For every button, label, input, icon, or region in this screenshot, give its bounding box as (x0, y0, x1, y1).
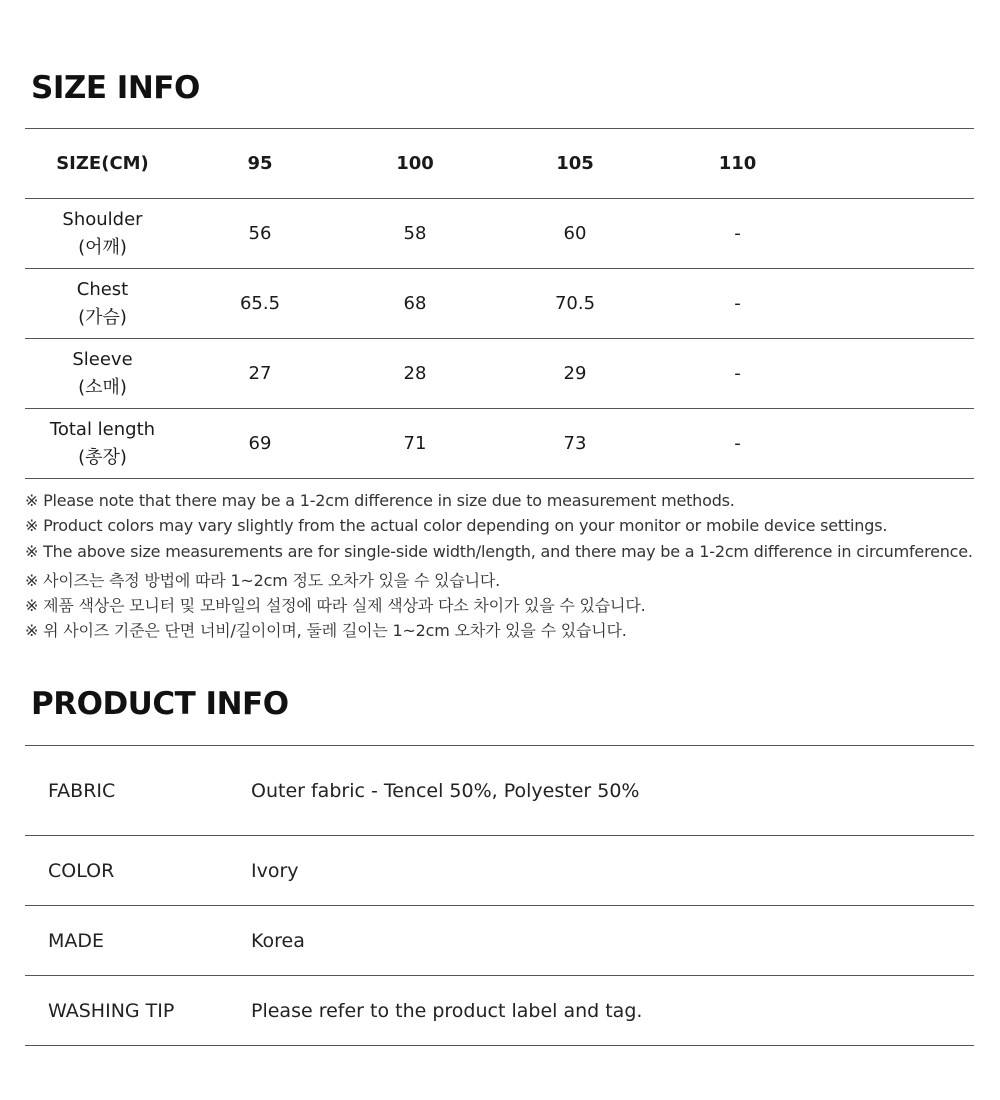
row-label: Total length (49, 418, 156, 440)
row-label-cell (25, 409, 180, 479)
row-label: Chest (76, 278, 129, 300)
info-key: FABRIC (25, 746, 250, 836)
table-cell-empty (815, 269, 974, 339)
row-label-korean: (소매) (78, 376, 127, 398)
size-notes-korean (25, 568, 985, 644)
info-value: Ivory (250, 836, 974, 906)
row-label-cell (25, 269, 180, 339)
note-line: ※ 위 사이즈 기준은 단면 너비/길이이며, 둘레 길이는 1~2cm 오차가 있을 수 있습니다. (25, 621, 627, 641)
table-row (25, 409, 974, 479)
product-info-table (25, 745, 974, 1046)
table-row (25, 976, 974, 1046)
note-line: ※ 제품 색상은 모니터 및 모바일의 설정에 따라 실제 색상과 다소 차이가 있을 수 있습니다. (25, 596, 646, 616)
table-cell: 29 (490, 339, 660, 409)
size-notes-english (25, 488, 985, 564)
info-key: COLOR (25, 836, 250, 906)
table-row (25, 199, 974, 269)
table-cell: 71 (340, 409, 490, 479)
table-cell: 70.5 (490, 269, 660, 339)
size-header-empty (815, 129, 974, 199)
table-cell-empty (815, 199, 974, 269)
table-cell: - (660, 339, 815, 409)
size-header-cell: 100 (340, 129, 490, 199)
row-label-korean: (어깨) (78, 236, 127, 258)
note-line: ※ The above size measurements are for single-side width/length, and there may be a 1-2cm difference in circumference. (25, 541, 973, 561)
table-row (25, 269, 974, 339)
table-cell: 68 (340, 269, 490, 339)
size-header-cell: 110 (660, 129, 815, 199)
info-value: Please refer to the product label and tag. (250, 976, 974, 1046)
row-label-korean: (가슴) (78, 306, 127, 328)
size-header-cell: 105 (490, 129, 660, 199)
table-cell: 73 (490, 409, 660, 479)
table-row (25, 339, 974, 409)
row-label-korean: (총장) (78, 446, 127, 468)
table-cell: - (660, 409, 815, 479)
table-cell: - (660, 269, 815, 339)
info-value: Korea (250, 906, 974, 976)
size-notes (25, 488, 985, 644)
size-table (25, 128, 974, 479)
note-line: ※ 사이즈는 측정 방법에 따라 1~2cm 정도 오차가 있을 수 있습니다. (25, 570, 500, 590)
table-cell: 27 (180, 339, 340, 409)
row-label-cell (25, 199, 180, 269)
table-cell: 56 (180, 199, 340, 269)
table-row (25, 906, 974, 976)
size-info-title: SIZE INFO (31, 70, 200, 106)
table-cell: - (660, 199, 815, 269)
row-label-cell (25, 339, 180, 409)
table-cell: 58 (340, 199, 490, 269)
row-label: Sleeve (72, 348, 133, 370)
table-cell: 69 (180, 409, 340, 479)
info-key: MADE (25, 906, 250, 976)
table-cell: 60 (490, 199, 660, 269)
size-header-cell: SIZE(CM) (25, 129, 180, 199)
info-value: Outer fabric - Tencel 50%, Polyester 50% (250, 746, 974, 836)
size-header-cell: 95 (180, 129, 340, 199)
table-cell: 65.5 (180, 269, 340, 339)
size-table-header-row (25, 129, 974, 199)
table-row (25, 746, 974, 836)
info-key: WASHING TIP (25, 976, 250, 1046)
table-cell-empty (815, 409, 974, 479)
product-info-title: PRODUCT INFO (31, 686, 289, 722)
note-line: ※ Product colors may vary slightly from the actual color depending on your monitor or mobile device settings. (25, 516, 888, 536)
table-cell-empty (815, 339, 974, 409)
table-row (25, 836, 974, 906)
note-line: ※ Please note that there may be a 1-2cm difference in size due to measurement methods. (25, 491, 735, 510)
row-label: Shoulder (62, 208, 143, 230)
table-cell: 28 (340, 339, 490, 409)
